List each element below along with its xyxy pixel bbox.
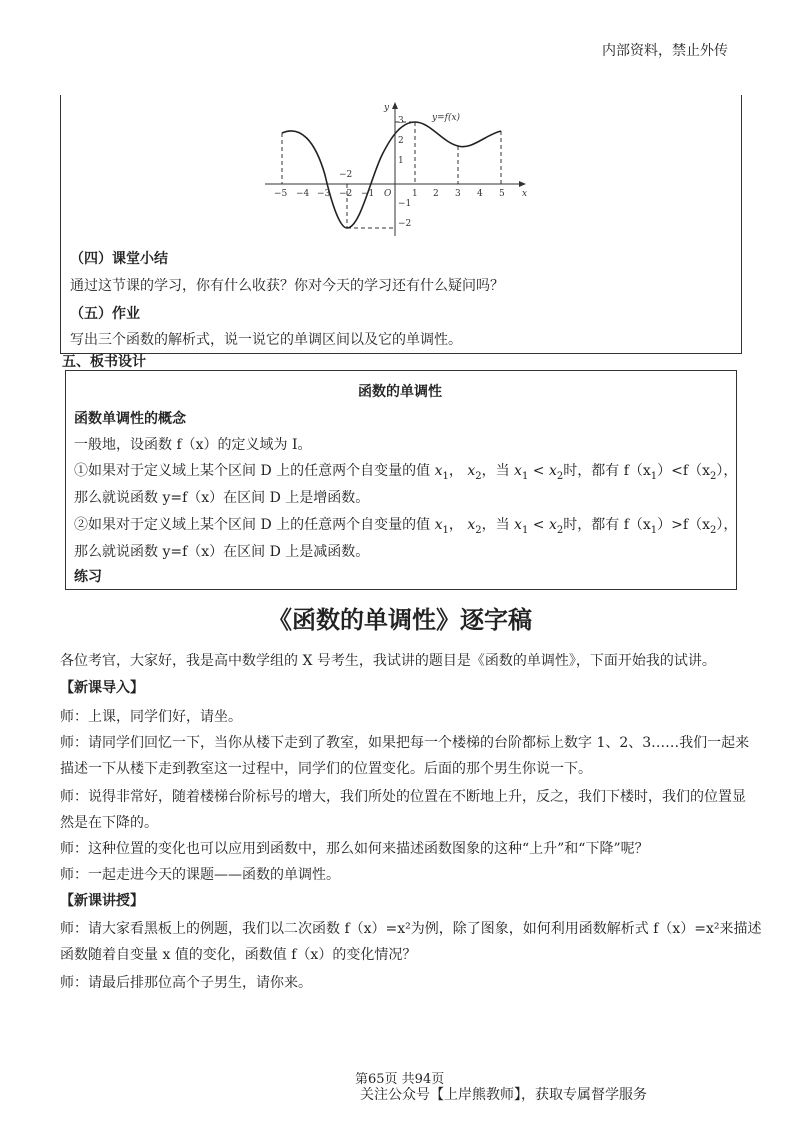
concept-intro: 一般地，设函数 f（x）的定义域为 I。	[74, 437, 312, 453]
curve-label: y=f(x)	[432, 113, 461, 123]
y-tick: 1	[398, 156, 404, 166]
script-p3-line2: 描述一下从楼下走到教室这一过程中，同学们的位置变化。后面的那个男生你说一下。	[60, 761, 592, 777]
y-tick-labels	[398, 116, 411, 229]
y-tick: −1	[398, 199, 412, 209]
y-tick: −2	[398, 219, 412, 229]
origin-label: O	[384, 189, 392, 199]
x-tick: −5	[274, 189, 288, 199]
decreasing-def-line2: 那么就说函数 y=f（x）在区间 D 上是减函数。	[74, 544, 370, 560]
script-p7-line2: 函数随着自变量 x 值的变化，函数值 f（x）的变化情况？	[60, 947, 417, 963]
header-note: 内部资料，禁止外传	[602, 43, 728, 59]
script-p4-line1: 师：说得非常好，随着楼梯台阶标号的增大，我们所处的位置在不断地上升，反之，我们下楼时，我们的位置显	[60, 789, 746, 805]
script-p4-line2: 然是在下降的。	[60, 815, 158, 831]
section-heading-lecture: 【新课讲授】	[60, 893, 144, 909]
function-graph	[260, 100, 540, 240]
x-tick: 2	[433, 189, 439, 199]
page-number: 第65页 共94页	[355, 1072, 445, 1087]
x-tick: 5	[499, 189, 505, 199]
x-tick: −1	[361, 189, 375, 199]
summary-heading: （四）课堂小结	[70, 251, 168, 267]
script-p2: 师：上课，同学们好，请坐。	[60, 709, 242, 725]
decreasing-def-line1: ②如果对于定义域上某个区间 D 上的任意两个自变量的值 $x_1$， $x_2$，当 $x_1 < x_2$时，都有 $f(x_1)>f(x_2)$，	[74, 517, 738, 536]
script-title: 《函数的单调性》逐字稿	[268, 605, 532, 634]
script-p3-line1: 师：请同学们回忆一下，当你从楼下走到了教室，如果把每一个楼梯的台阶都标上数字 1、2、3……我们一起来	[60, 735, 750, 751]
script-p7-line1: 师：请大家看黑板上的例题，我们以二次函数 f（x）=x²为例，除了图象，如何利用函数解析式 f（x）=x²来描述	[60, 921, 762, 937]
homework-text: 写出三个函数的解析式，说一说它的单调区间以及它的单调性。	[70, 332, 462, 348]
neg2-label: −2	[339, 170, 353, 180]
footer-promo: 关注公众号【上岸熊教师】，获取专属督学服务	[360, 1087, 647, 1103]
x-tick: 4	[477, 189, 483, 199]
summary-text: 通过这节课的学习，你有什么收获？你对今天的学习还有什么疑问吗？	[70, 278, 504, 294]
script-p1: 各位考官，大家好，我是高中数学组的 X 号考生，我试讲的题目是《函数的单调性》，下面开始我的试讲。	[60, 653, 716, 669]
x-axis-label: x	[522, 189, 528, 199]
x-tick: 3	[455, 189, 461, 199]
script-p5: 师：这种位置的变化也可以应用到函数中，那么如何来描述函数图象的这种“上升”和“下降”呢？	[60, 841, 649, 857]
y-tick: 2	[398, 136, 404, 146]
function-curve	[282, 122, 501, 228]
y-tick: 3	[398, 116, 404, 126]
x-tick: 1	[412, 189, 418, 199]
y-axis-arrow	[392, 102, 398, 109]
y-axis-label: y	[384, 103, 390, 113]
script-p6: 师：一起走进今天的课题——函数的单调性。	[60, 867, 340, 883]
x-tick: −2	[339, 189, 353, 199]
section-heading-intro: 【新课导入】	[60, 680, 144, 696]
board-title: 函数的单调性	[358, 384, 442, 400]
x-axis-arrow	[519, 181, 526, 187]
concept-heading: 函数单调性的概念	[74, 411, 186, 427]
x-tick: −3	[317, 189, 331, 199]
homework-heading: （五）作业	[70, 306, 140, 322]
practice-label: 练习	[74, 569, 102, 585]
script-p8: 师：请最后排那位高个子男生，请你来。	[60, 975, 312, 991]
increasing-def-line2: 那么就说函数 y=f（x）在区间 D 上是增函数。	[74, 490, 370, 506]
x-tick: −4	[296, 189, 310, 199]
increasing-def-line1: ①如果对于定义域上某个区间 D 上的任意两个自变量的值 $x_1$， $x_2$，当 $x_1 < x_2$时，都有 $f(x_1)<f(x_2)$，	[74, 463, 738, 482]
board-section-heading: 五、板书设计	[62, 354, 146, 370]
